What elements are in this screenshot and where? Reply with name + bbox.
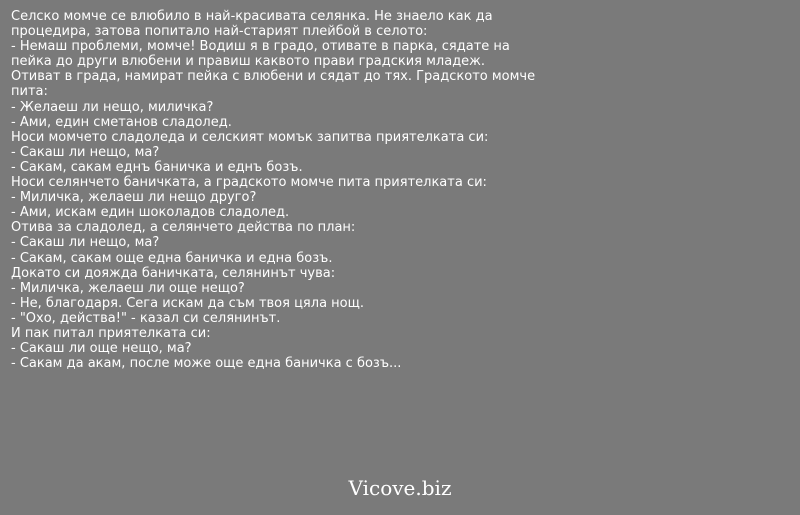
joke-line-4: пейка до други влюбени и правиш каквото прави градския младеж. bbox=[11, 54, 486, 70]
joke-line-7: - Желаеш ли нещо, миличка? bbox=[11, 99, 214, 115]
joke-text bbox=[11, 9, 791, 371]
joke-line-23: - Сакаш ли още нещо, ма? bbox=[11, 341, 192, 357]
joke-line-6: пита: bbox=[11, 84, 48, 100]
joke-line-9: Носи момчето сладоледа и селският момък запитва приятелката си: bbox=[11, 129, 489, 145]
joke-line-13: - Миличка, желаеш ли нещо друго? bbox=[11, 190, 257, 206]
joke-line-22: И пак питал приятелката си: bbox=[11, 325, 211, 341]
joke-line-19: - Миличка, желаеш ли още нещо? bbox=[11, 280, 245, 296]
joke-line-17: - Сакам, сакам още една баничка и една бозъ. bbox=[11, 250, 333, 266]
joke-line-24: - Сакам да акам, после може още една баничка с бозъ... bbox=[11, 356, 402, 372]
joke-line-5: Отиват в града, намират пейка с влюбени и сядат до тях. Градското момче bbox=[11, 69, 536, 85]
joke-line-16: - Сакаш ли нещо, ма? bbox=[11, 235, 160, 251]
joke-line-10: - Сакаш ли нещо, ма? bbox=[11, 144, 160, 160]
joke-line-14: - Ами, искам един шоколадов сладолед. bbox=[11, 205, 290, 221]
joke-line-20: - Не, благодаря. Сега искам да съм твоя цяла нощ. bbox=[11, 295, 364, 311]
joke-line-11: - Сакам, сакам еднъ баничка и еднъ бозъ. bbox=[11, 159, 303, 175]
joke-line-21: - "Охо, действа!" - казал си селянинът. bbox=[11, 310, 281, 326]
joke-line-18: Докато си дояжда баничката, селянинът чува: bbox=[11, 265, 336, 281]
joke-line-2: процедира, затова попитало най-старият плейбой в селото: bbox=[11, 24, 428, 40]
joke-line-3: - Немаш проблеми, момче! Водиш я в градо, отивате в парка, сядате на bbox=[11, 39, 510, 55]
joke-line-1: Селско момче се влюбило в най-красивата селянка. Не знаело как да bbox=[11, 9, 493, 24]
joke-line-12: Носи селянчето баничката, а градското момче пита приятелката си: bbox=[11, 175, 487, 191]
joke-line-15: Отива за сладолед, а селянчето действа по план: bbox=[11, 220, 356, 236]
joke-line-8: - Ами, един сметанов сладолед. bbox=[11, 114, 232, 130]
site-watermark: Vicove.biz bbox=[348, 476, 452, 500]
